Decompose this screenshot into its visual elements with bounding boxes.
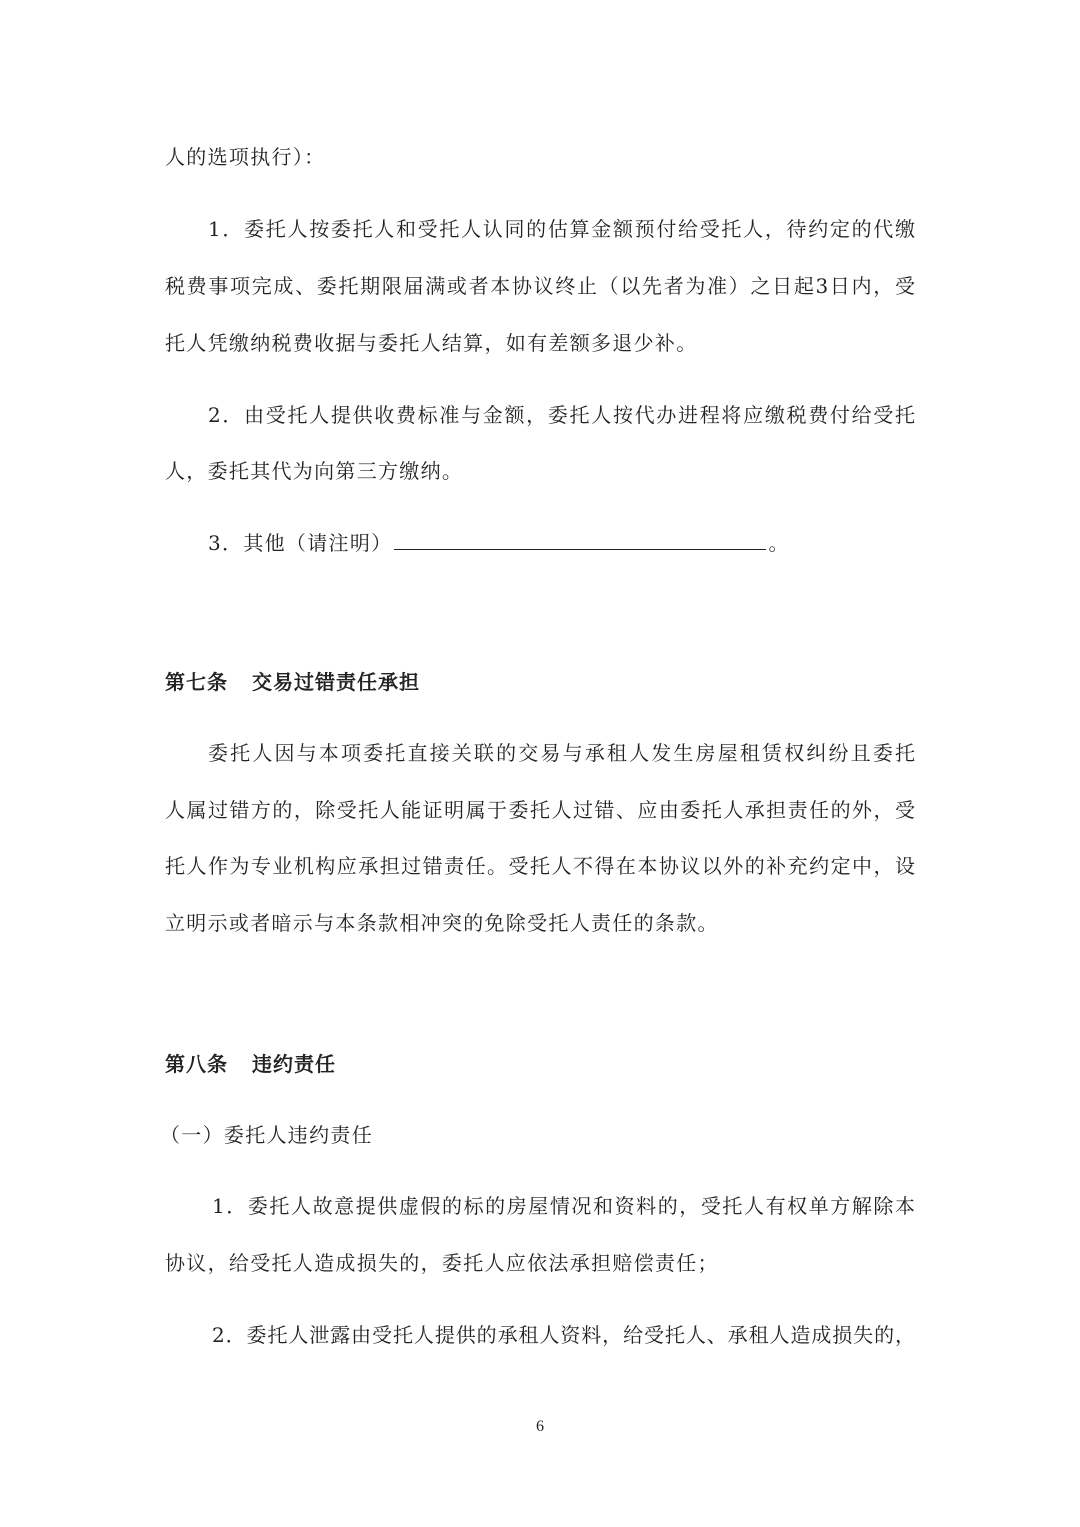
paragraph-line: 协议，给受托人造成损失的，委托人应依法承担赔偿责任； [165,1251,719,1275]
article-title: 交易过错责任承担 [252,670,420,694]
section-heading-8 [165,1050,336,1078]
other-item-line [208,527,790,557]
paragraph-line: 托人作为专业机构应承担过错责任。受托人不得在本协议以外的补充约定中，设 [165,854,915,878]
section-heading-7 [165,668,420,696]
paragraph-line: 委托人因与本项委托直接关联的交易与承租人发生房屋租赁权纠纷且委托 [208,741,915,765]
paragraph-line: 立明示或者暗示与本条款相冲突的免除受托人责任的条款。 [165,911,719,935]
paragraph-line: 托人凭缴纳税费收据与委托人结算，如有差额多退少补。 [165,331,698,355]
paragraph-line: 1．委托人故意提供虚假的标的房屋情况和资料的，受托人有权单方解除本 [212,1194,915,1218]
paragraph-line: 人的选项执行）： [165,145,326,169]
paragraph-line: 人属过错方的，除受托人能证明属于委托人过错、应由委托人承担责任的外，受 [165,798,915,822]
paragraph-line: 1．委托人按委托人和受托人认同的估算金额预付给受托人，待约定的代缴 [208,217,915,241]
article-title: 违约责任 [252,1052,336,1076]
article-number: 第七条 [165,670,228,694]
paragraph-line: 税费事项完成、委托期限届满或者本协议终止（以先者为准）之日起3日内，受 [165,274,915,298]
period: 。 [768,531,790,555]
article-number: 第八条 [165,1052,228,1076]
fill-in-blank[interactable] [394,527,766,550]
other-item-label: 3．其他（请注明） [208,531,393,555]
paragraph-line: 2．委托人泄露由受托人提供的承租人资料，给受托人、承租人造成损失的， [212,1323,915,1347]
paragraph-line: 人，委托其代为向第三方缴纳。 [165,459,464,483]
page-number: 6 [536,1418,544,1435]
paragraph-line: 2．由受托人提供收费标准与金额，委托人按代办进程将应缴税费付给受托 [208,403,915,427]
subsection-heading: （一）委托人违约责任 [160,1123,373,1147]
